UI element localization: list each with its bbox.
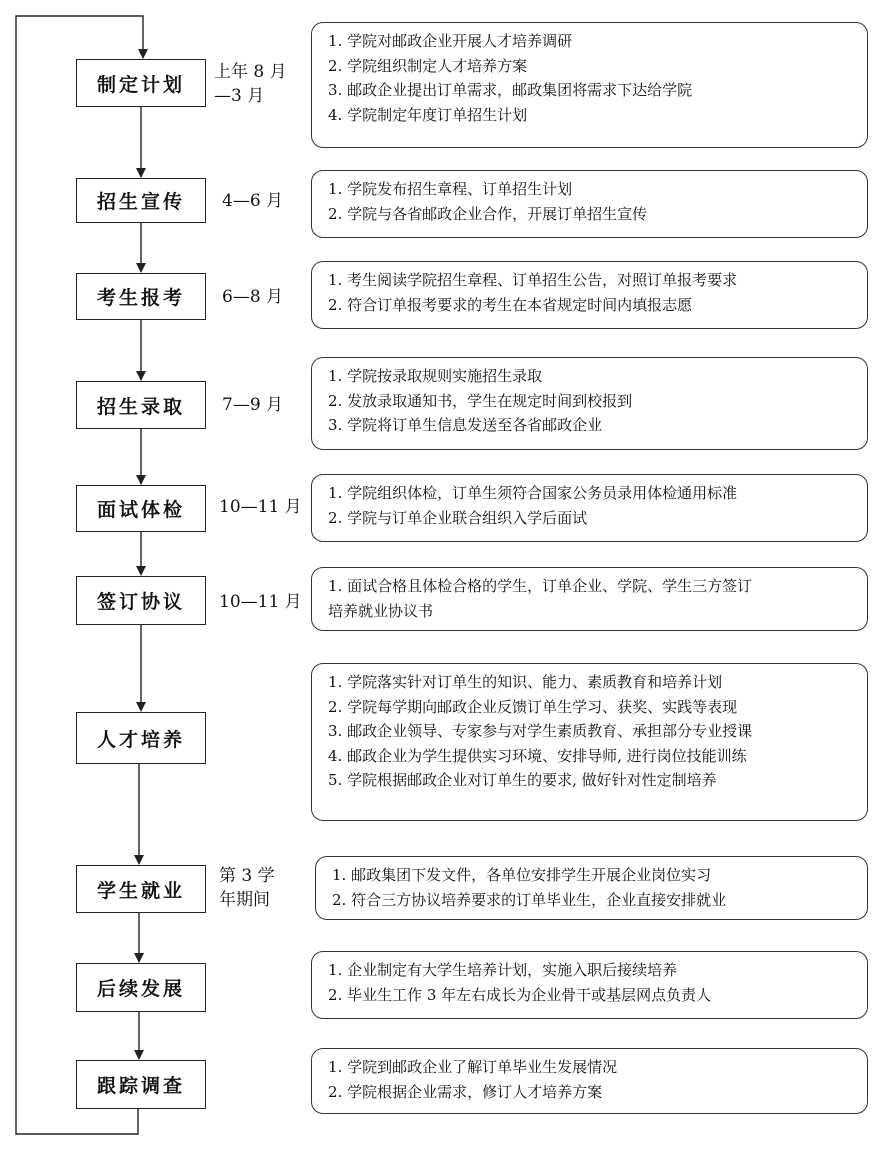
detail-item: 3. 学院将订单生信息发送至各省邮政企业	[328, 416, 603, 434]
stage-box-interview: 面试体检	[76, 485, 206, 532]
detail-item: 4. 邮政企业为学生提供实习环境、安排导师, 进行岗位技能训练	[328, 746, 747, 765]
detail-item: 2. 发放录取通知书，学生在规定时间到校报到	[328, 391, 633, 410]
stage-detail-apply	[311, 261, 868, 329]
detail-item: 5. 学院根据邮政企业对订单生的要求, 做好针对性定制培养	[328, 771, 717, 789]
stage-time-agreement	[219, 590, 311, 614]
time-line: 年期间	[219, 890, 270, 910]
time-line: 10—11 月	[219, 497, 302, 517]
stage-box-admission: 招生录取	[76, 381, 206, 429]
detail-item: 1. 学院按录取规则实施招生录取	[328, 367, 543, 385]
stage-box-training: 人才培养	[76, 712, 206, 764]
detail-item: 2. 学院每学期向邮政企业反馈订单生学习、获奖、实践等表现	[328, 697, 738, 716]
stage-detail-agreement	[311, 567, 868, 631]
stage-box-employment: 学生就业	[76, 865, 206, 913]
stage-detail-development	[311, 951, 868, 1019]
stage-box-apply: 考生报考	[76, 273, 206, 320]
time-line: —3 月	[214, 86, 265, 106]
time-line: 上年 8 月	[214, 62, 287, 82]
detail-item: 2. 毕业生工作 3 年左右成长为企业骨干或基层网点负责人	[328, 985, 712, 1004]
detail-item: 2. 学院与订单企业联合组织入学后面试	[328, 508, 588, 527]
detail-item: 2. 学院根据企业需求，修订人才培养方案	[328, 1082, 603, 1101]
stage-box-agreement: 签订协议	[76, 576, 206, 625]
detail-item: 1. 面试合格且体检合格的学生，订单企业、学院、学生三方签订	[328, 577, 753, 595]
detail-item: 1. 学院组织体检，订单生须符合国家公务员录用体检通用标准	[328, 484, 738, 502]
stage-detail-publicity	[311, 170, 868, 238]
detail-item: 1. 考生阅读学院招生章程、订单招生公告，对照订单报考要求	[328, 271, 738, 289]
detail-item: 2. 学院组织制定人才培养方案	[328, 56, 528, 75]
detail-item: 4. 学院制定年度订单招生计划	[328, 105, 528, 124]
detail-item: 3. 邮政企业领导、专家参与对学生素质教育、承担部分专业授课	[328, 722, 753, 740]
detail-item: 2. 学院与各省邮政企业合作，开展订单招生宣传	[328, 204, 648, 223]
stage-detail-admission	[311, 357, 868, 450]
detail-item: 1. 学院对邮政企业开展人才培养调研	[328, 32, 573, 50]
stage-detail-plan	[311, 22, 868, 148]
time-line: 第 3 学	[219, 866, 275, 886]
detail-item: 1. 学院到邮政企业了解订单毕业生发展情况	[328, 1058, 618, 1076]
stage-time-apply	[222, 285, 314, 309]
detail-item: 1. 企业制定有大学生培养计划，实施入职后接续培养	[328, 961, 678, 979]
stage-time-interview	[219, 495, 311, 519]
detail-item: 1. 邮政集团下发文件，各单位安排学生开展企业岗位实习	[332, 866, 712, 884]
stage-box-plan: 制定计划	[76, 59, 206, 107]
stage-detail-training	[311, 663, 868, 821]
detail-item: 1. 学院落实针对订单生的知识、能力、素质教育和培养计划	[328, 673, 723, 691]
time-line: 4—6 月	[222, 191, 284, 211]
stage-box-development: 后续发展	[76, 963, 206, 1012]
stage-time-employment	[219, 864, 311, 912]
time-line: 6—8 月	[222, 287, 284, 307]
detail-item: 3. 邮政企业提出订单需求，邮政集团将需求下达给学院	[328, 81, 693, 99]
stage-time-admission	[222, 393, 314, 417]
stage-detail-tracking	[311, 1048, 868, 1114]
detail-item: 培养就业协议书	[328, 601, 434, 620]
stage-detail-employment	[315, 856, 868, 920]
stage-time-plan	[214, 60, 306, 108]
stage-box-tracking: 跟踪调查	[76, 1060, 206, 1109]
stage-detail-interview	[311, 474, 868, 542]
time-line: 10—11 月	[219, 592, 302, 612]
stage-time-publicity	[222, 189, 314, 213]
detail-item: 2. 符合三方协议培养要求的订单毕业生，企业直接安排就业	[332, 890, 727, 909]
detail-item: 1. 学院发布招生章程、订单招生计划	[328, 180, 573, 198]
stage-box-publicity: 招生宣传	[76, 178, 206, 223]
time-line: 7—9 月	[222, 395, 284, 415]
detail-item: 2. 符合订单报考要求的考生在本省规定时间内填报志愿	[328, 295, 693, 314]
